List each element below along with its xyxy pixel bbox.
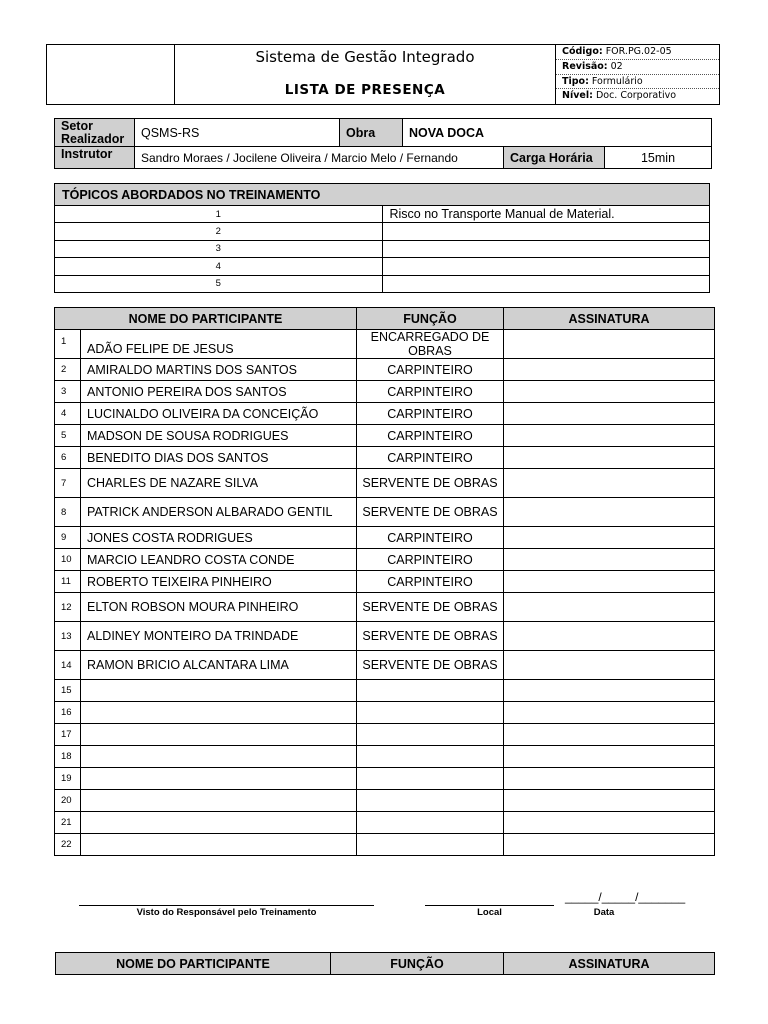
date-field: _____/_____/_______ (565, 890, 686, 904)
continuation-header-table (55, 952, 715, 975)
participant-signature (504, 593, 715, 622)
participant-name: ROBERTO TEIXEIRA PINHEIRO (81, 571, 357, 593)
participant-function (357, 812, 504, 834)
document-header (46, 44, 720, 105)
participant-signature (504, 622, 715, 651)
participant-function: ENCARREGADO DE OBRAS (357, 330, 504, 359)
participant-number: 13 (55, 622, 81, 651)
participant-number: 4 (55, 403, 81, 425)
topic-text (382, 258, 710, 275)
participant-name (81, 724, 357, 746)
participant-row (55, 768, 715, 790)
participant-number: 7 (55, 469, 81, 498)
participant-signature (504, 469, 715, 498)
participant-number: 9 (55, 527, 81, 549)
col-header-sign: ASSINATURA (504, 308, 715, 330)
logo-area (47, 45, 175, 105)
setor-label: Setor Realizador (55, 119, 135, 147)
participant-function: CARPINTEIRO (357, 425, 504, 447)
participant-signature (504, 812, 715, 834)
document-title: LISTA DE PRESENÇA (284, 82, 446, 98)
participant-name (81, 790, 357, 812)
participant-row (55, 812, 715, 834)
participant-row (55, 359, 715, 381)
participant-row (55, 571, 715, 593)
signature-label-responsavel: Visto do Responsável pelo Treinamento (136, 907, 317, 918)
topic-text (382, 240, 710, 257)
col-header-func: FUNÇÃO (357, 308, 504, 330)
footer-col-func: FUNÇÃO (331, 953, 504, 975)
participant-name: ELTON ROBSON MOURA PINHEIRO (81, 593, 357, 622)
participant-number: 5 (55, 425, 81, 447)
participant-row (55, 724, 715, 746)
participant-function: SERVENTE DE OBRAS (357, 469, 504, 498)
meta-tipo: Tipo: Formulário (556, 75, 719, 90)
participant-number: 6 (55, 447, 81, 469)
topic-text (382, 275, 710, 292)
participant-function: SERVENTE DE OBRAS (357, 651, 504, 680)
participant-row (55, 549, 715, 571)
topic-row (55, 206, 710, 223)
participant-signature (504, 359, 715, 381)
participant-number: 17 (55, 724, 81, 746)
participant-signature (504, 549, 715, 571)
instrutor-label: Instrutor (55, 147, 135, 169)
obra-value: NOVA DOCA (403, 119, 712, 147)
signature-label-local: Local (477, 907, 502, 918)
participant-name (81, 702, 357, 724)
meta-codigo: Código: FOR.PG.02-05 (556, 45, 719, 60)
topic-text: Risco no Transporte Manual de Material. (382, 206, 710, 223)
participant-number: 14 (55, 651, 81, 680)
participant-function: SERVENTE DE OBRAS (357, 622, 504, 651)
participants-table (54, 307, 715, 856)
participant-signature (504, 498, 715, 527)
instrutor-value: Sandro Moraes / Jocilene Oliveira / Marcio Melo / Fernando (135, 147, 504, 169)
participant-signature (504, 724, 715, 746)
setor-value: QSMS-RS (135, 119, 340, 147)
participant-row (55, 403, 715, 425)
topic-number: 5 (55, 275, 383, 292)
participant-number: 18 (55, 746, 81, 768)
participant-row (55, 527, 715, 549)
participant-signature (504, 527, 715, 549)
participant-row (55, 330, 715, 359)
participant-row (55, 702, 715, 724)
meta-nivel: Nível: Doc. Corporativo (562, 90, 677, 102)
participant-number: 21 (55, 812, 81, 834)
participant-signature (504, 834, 715, 856)
topic-row (55, 240, 710, 257)
title-cell (175, 45, 556, 105)
participant-name: MARCIO LEANDRO COSTA CONDE (81, 549, 357, 571)
participant-name: ADÃO FELIPE DE JESUS (81, 330, 357, 359)
participant-name: LUCINALDO OLIVEIRA DA CONCEIÇÃO (81, 403, 357, 425)
participant-number: 3 (55, 381, 81, 403)
participant-row (55, 469, 715, 498)
participant-name (81, 834, 357, 856)
meta-revisao: Revisão: 02 (556, 60, 719, 75)
participant-name: MADSON DE SOUSA RODRIGUES (81, 425, 357, 447)
participant-number: 10 (55, 549, 81, 571)
participant-name: AMIRALDO MARTINS DOS SANTOS (81, 359, 357, 381)
participant-signature (504, 746, 715, 768)
participant-signature (504, 381, 715, 403)
participant-signature (504, 571, 715, 593)
participant-signature (504, 403, 715, 425)
carga-value: 15min (605, 147, 712, 169)
participant-function: SERVENTE DE OBRAS (357, 498, 504, 527)
participant-number: 22 (55, 834, 81, 856)
participant-signature (504, 330, 715, 359)
participant-signature (504, 447, 715, 469)
obra-label: Obra (340, 119, 403, 147)
topic-row (55, 275, 710, 292)
participant-function (357, 702, 504, 724)
participant-function (357, 790, 504, 812)
participant-name (81, 746, 357, 768)
participant-function (357, 724, 504, 746)
participant-number: 1 (55, 330, 81, 359)
participant-name: PATRICK ANDERSON ALBARADO GENTIL (81, 498, 357, 527)
participant-number: 20 (55, 790, 81, 812)
col-header-name: NOME DO PARTICIPANTE (55, 308, 357, 330)
participant-function: CARPINTEIRO (357, 549, 504, 571)
topic-number: 4 (55, 258, 383, 275)
participant-row (55, 593, 715, 622)
participant-number: 15 (55, 680, 81, 702)
signature-line-local (425, 905, 554, 906)
topics-table (54, 183, 710, 293)
participant-function: CARPINTEIRO (357, 359, 504, 381)
participant-signature (504, 768, 715, 790)
participant-function (357, 746, 504, 768)
topic-text (382, 223, 710, 240)
participant-row (55, 651, 715, 680)
participant-row (55, 447, 715, 469)
participant-name (81, 768, 357, 790)
carga-label: Carga Horária (504, 147, 605, 169)
participant-signature (504, 702, 715, 724)
signature-line-responsavel (79, 905, 374, 906)
participant-signature (504, 790, 715, 812)
participant-number: 2 (55, 359, 81, 381)
participant-function: CARPINTEIRO (357, 381, 504, 403)
participant-function: CARPINTEIRO (357, 527, 504, 549)
participant-number: 11 (55, 571, 81, 593)
topics-heading: TÓPICOS ABORDADOS NO TREINAMENTO (55, 184, 710, 206)
participant-number: 12 (55, 593, 81, 622)
footer-col-sign: ASSINATURA (504, 953, 715, 975)
participant-row (55, 680, 715, 702)
participant-signature (504, 680, 715, 702)
participant-function: CARPINTEIRO (357, 403, 504, 425)
participant-number: 19 (55, 768, 81, 790)
participant-name: ANTONIO PEREIRA DOS SANTOS (81, 381, 357, 403)
training-info-table (54, 118, 712, 169)
topic-row (55, 223, 710, 240)
footer-col-name: NOME DO PARTICIPANTE (56, 953, 331, 975)
participant-row (55, 834, 715, 856)
system-title: Sistema de Gestão Integrado (255, 48, 475, 66)
participant-name: RAMON BRICIO ALCANTARA LIMA (81, 651, 357, 680)
participant-name: JONES COSTA RODRIGUES (81, 527, 357, 549)
participant-row (55, 746, 715, 768)
participant-name: BENEDITO DIAS DOS SANTOS (81, 447, 357, 469)
signature-label-data: Data (593, 907, 615, 918)
participant-function (357, 768, 504, 790)
participant-signature (504, 651, 715, 680)
topic-number: 2 (55, 223, 383, 240)
topic-number: 1 (55, 206, 383, 223)
participant-name: CHARLES DE NAZARE SILVA (81, 469, 357, 498)
participant-name (81, 812, 357, 834)
participant-number: 8 (55, 498, 81, 527)
participant-name: ALDINEY MONTEIRO DA TRINDADE (81, 622, 357, 651)
participant-row (55, 425, 715, 447)
topic-number: 3 (55, 240, 383, 257)
participant-signature (504, 425, 715, 447)
participant-function: CARPINTEIRO (357, 571, 504, 593)
participant-row (55, 622, 715, 651)
participant-row (55, 381, 715, 403)
participant-row (55, 790, 715, 812)
participant-function: CARPINTEIRO (357, 447, 504, 469)
participant-name (81, 680, 357, 702)
document-meta (556, 45, 720, 105)
participant-function: SERVENTE DE OBRAS (357, 593, 504, 622)
participant-row (55, 498, 715, 527)
participant-number: 16 (55, 702, 81, 724)
participant-function (357, 680, 504, 702)
topic-row (55, 258, 710, 275)
participant-function (357, 834, 504, 856)
